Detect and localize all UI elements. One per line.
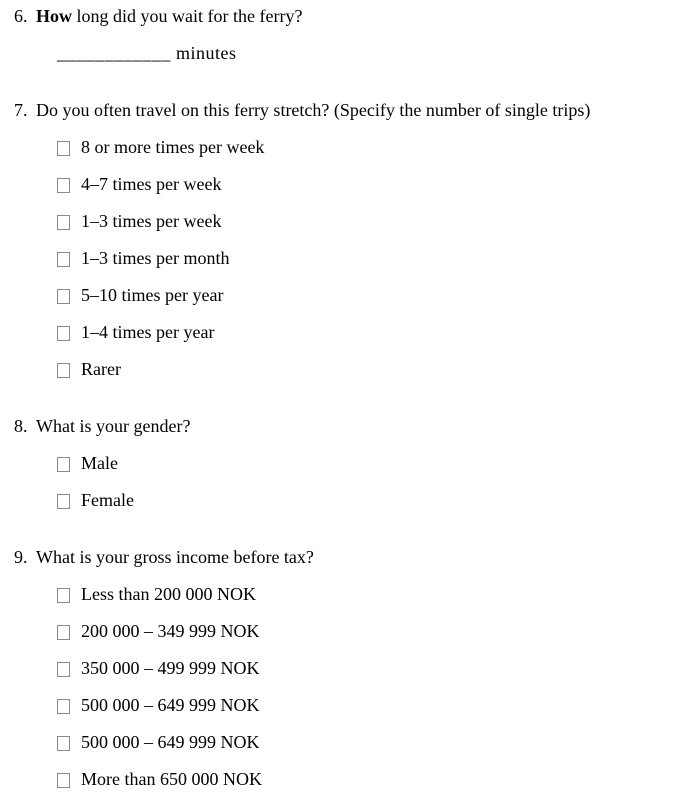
checkbox-icon[interactable]	[57, 215, 70, 230]
question-text-rest: long did you wait for the ferry?	[72, 6, 303, 26]
question-8-options	[0, 452, 685, 512]
checkbox-icon[interactable]	[57, 736, 70, 751]
checkbox-icon[interactable]	[57, 457, 70, 472]
checkbox-icon[interactable]	[57, 662, 70, 677]
checkbox-icon[interactable]	[57, 326, 70, 341]
question-number: 8.	[14, 416, 28, 436]
option-row[interactable]	[57, 173, 685, 196]
option-row[interactable]	[57, 452, 685, 475]
checkbox-icon[interactable]	[57, 141, 70, 156]
option-label: 1–4 times per year	[81, 322, 215, 342]
option-row[interactable]	[57, 247, 685, 270]
question-7-options	[0, 136, 685, 381]
checkbox-icon[interactable]	[57, 252, 70, 267]
question-text	[36, 5, 685, 28]
question-6	[0, 5, 685, 65]
option-label: 350 000 – 499 999 NOK	[81, 658, 260, 678]
question-8-line	[0, 415, 685, 438]
question-6-line	[0, 5, 685, 28]
option-row[interactable]	[57, 136, 685, 159]
option-row[interactable]	[57, 620, 685, 643]
option-label: Male	[81, 453, 118, 473]
question-number: 9.	[14, 547, 28, 567]
checkbox-icon[interactable]	[57, 494, 70, 509]
checkbox-icon[interactable]	[57, 588, 70, 603]
checkbox-icon[interactable]	[57, 363, 70, 378]
option-row[interactable]	[57, 321, 685, 344]
fill-in-blank-line	[57, 42, 685, 65]
option-row[interactable]	[57, 731, 685, 754]
blank-unit-label: minutes	[171, 43, 237, 63]
question-9	[0, 546, 685, 791]
question-7-line	[0, 99, 685, 122]
question-9-line	[0, 546, 685, 569]
option-label: 500 000 – 649 999 NOK	[81, 732, 260, 752]
option-label: 1–3 times per month	[81, 248, 230, 268]
option-row[interactable]	[57, 768, 685, 791]
option-label: 8 or more times per week	[81, 137, 265, 157]
checkbox-icon[interactable]	[57, 699, 70, 714]
option-label: Rarer	[81, 359, 121, 379]
question-7	[0, 99, 685, 381]
question-text: Do you often travel on this ferry stretch? (Specify the number of single trips)	[36, 100, 591, 120]
question-number: 6.	[14, 6, 28, 26]
question-text: What is your gender?	[36, 416, 191, 436]
question-8	[0, 415, 685, 512]
option-label: Female	[81, 490, 134, 510]
option-label: 200 000 – 349 999 NOK	[81, 621, 260, 641]
option-row[interactable]	[57, 657, 685, 680]
checkbox-icon[interactable]	[57, 178, 70, 193]
question-9-options	[0, 583, 685, 791]
option-row[interactable]	[57, 358, 685, 381]
option-row[interactable]	[57, 284, 685, 307]
option-label: 5–10 times per year	[81, 285, 224, 305]
option-label: 4–7 times per week	[81, 174, 222, 194]
option-row[interactable]	[57, 694, 685, 717]
option-label: More than 650 000 NOK	[81, 769, 262, 789]
question-text-bold: How	[36, 6, 72, 26]
checkbox-icon[interactable]	[57, 773, 70, 788]
blank-underline[interactable]: ____________	[57, 43, 171, 63]
option-label: 500 000 – 649 999 NOK	[81, 695, 260, 715]
checkbox-icon[interactable]	[57, 625, 70, 640]
option-label: Less than 200 000 NOK	[81, 584, 256, 604]
option-row[interactable]	[57, 583, 685, 606]
option-row[interactable]	[57, 489, 685, 512]
option-label: 1–3 times per week	[81, 211, 222, 231]
question-number: 7.	[14, 100, 28, 120]
question-text: What is your gross income before tax?	[36, 547, 314, 567]
checkbox-icon[interactable]	[57, 289, 70, 304]
option-row[interactable]	[57, 210, 685, 233]
